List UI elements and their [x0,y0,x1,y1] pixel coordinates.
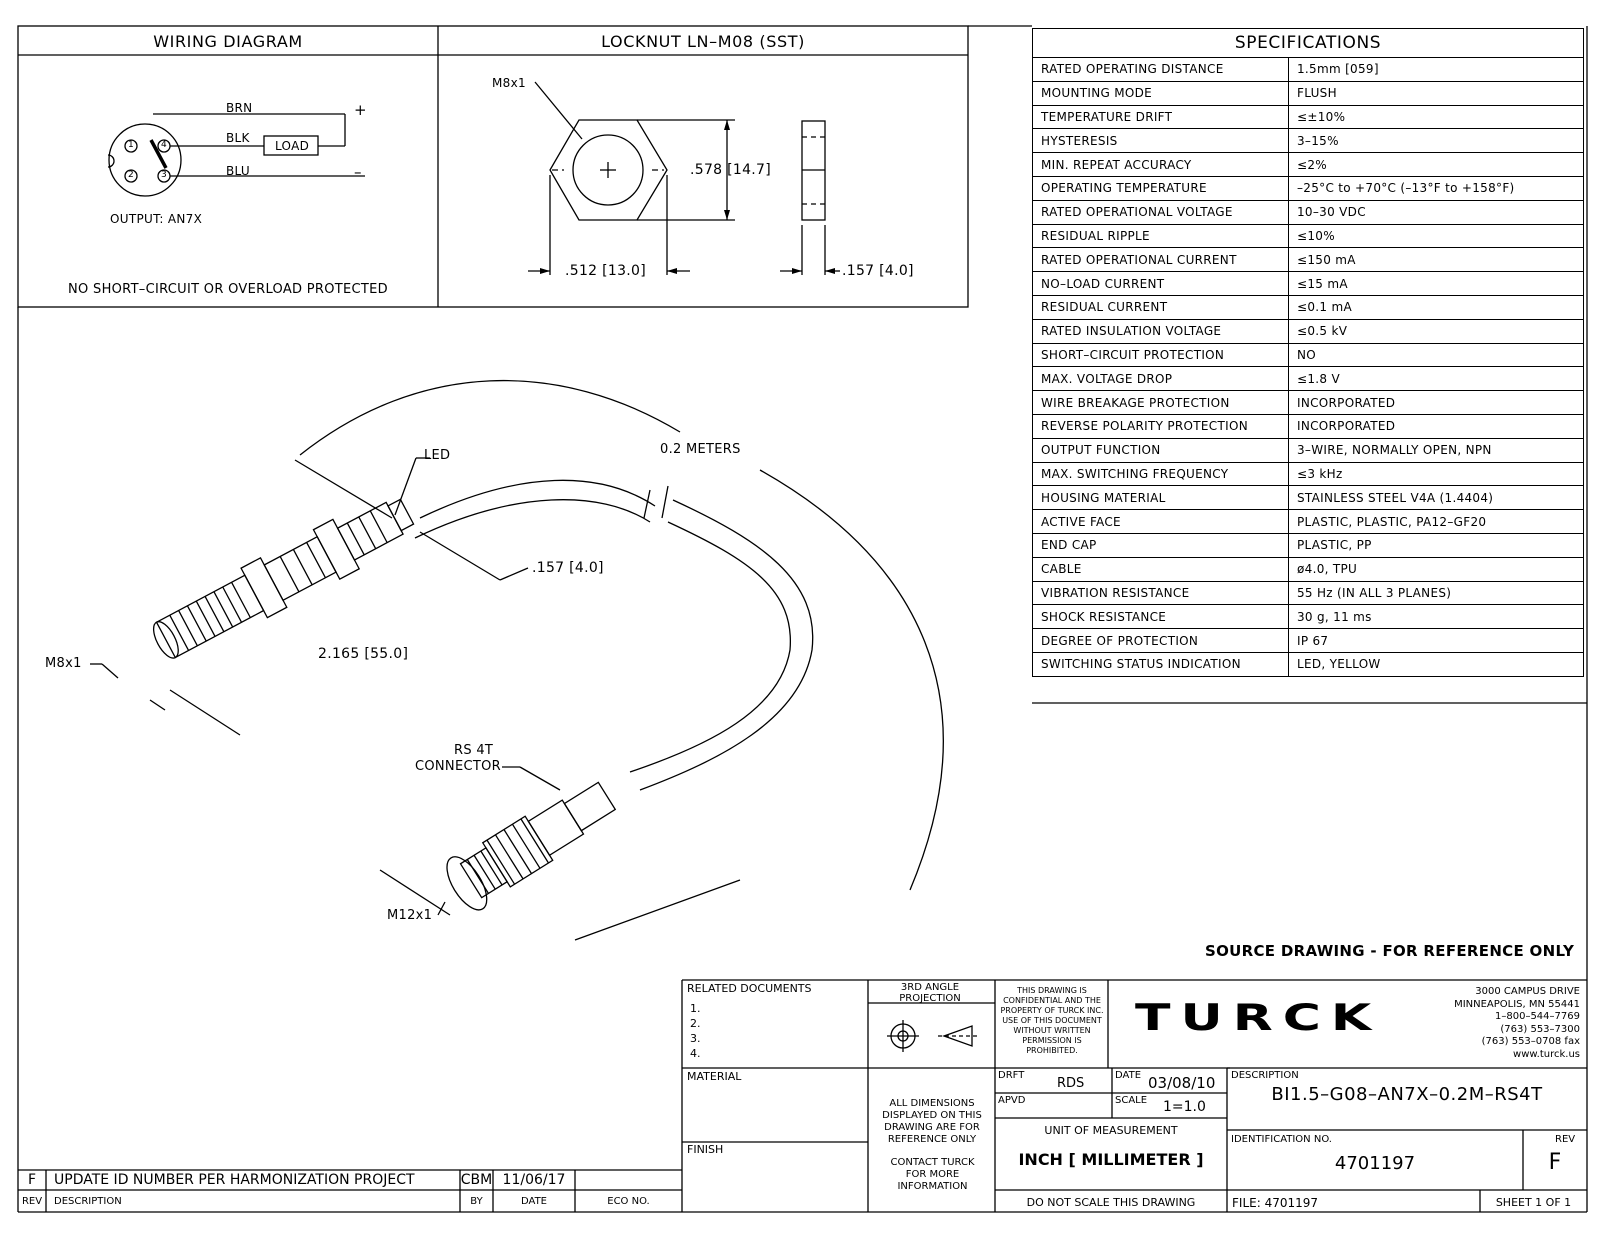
spec-value: ø4.0, TPU [1289,557,1584,581]
spec-label: MOUNTING MODE [1033,81,1289,105]
revision-rev: F [27,1172,37,1188]
spec-label: ACTIVE FACE [1033,510,1289,534]
pin-1: 1 [128,140,134,150]
spec-row [1033,176,1584,200]
spec-label: RESIDUAL CURRENT [1033,295,1289,319]
spec-value: 1.5mm [059] [1289,58,1584,82]
spec-row [1033,652,1584,676]
spec-row [1033,248,1584,272]
minus-sign: – [354,163,362,181]
spec-row [1033,153,1584,177]
apvd-label: APVD [998,1095,1026,1106]
spec-row [1033,343,1584,367]
spec-label: MIN. REPEAT ACCURACY [1033,153,1289,177]
drft-value: RDS [1057,1076,1085,1091]
spec-value: ≤3 kHz [1289,462,1584,486]
scale-label: SCALE [1115,1095,1148,1106]
spec-row [1033,557,1584,581]
spec-value: 55 Hz (IN ALL 3 PLANES) [1289,581,1584,605]
spec-label: REVERSE POLARITY PROTECTION [1033,414,1289,438]
related-doc-4: 4. [690,1047,701,1060]
locknut-title: LOCKNUT LN–M08 (SST) [601,32,805,51]
turck-logo: TURCK [1135,997,1382,1040]
spec-label: RATED OPERATING DISTANCE [1033,58,1289,82]
led-label: LED [424,448,451,463]
spec-row [1033,272,1584,296]
spec-label: CABLE [1033,557,1289,581]
scale-value: 1=1.0 [1163,1099,1206,1115]
spec-value: STAINLESS STEEL V4A (1.4404) [1289,486,1584,510]
description-column-header: DESCRIPTION [54,1196,122,1207]
revision-by: CBM [460,1172,493,1188]
output-label: OUTPUT: AN7X [110,212,203,226]
revision-description: UPDATE ID NUMBER PER HARMONIZATION PROJECT [54,1172,415,1188]
spec-row [1033,438,1584,462]
connector-label-line1: RS 4T [454,743,494,758]
spec-label: SWITCHING STATUS INDICATION [1033,652,1289,676]
locknut-thread-label: M8x1 [492,76,526,90]
spec-label: RESIDUAL RIPPLE [1033,224,1289,248]
rev-value: F [1548,1150,1562,1175]
specifications-table [1032,28,1584,677]
date-value: 03/08/10 [1148,1074,1216,1092]
spec-value: ≤15 mA [1289,272,1584,296]
revision-date: 11/06/17 [502,1172,566,1188]
spec-value: 3–15% [1289,129,1584,153]
website: www.turck.us [1513,1048,1580,1060]
spec-value: PLASTIC, PLASTIC, PA12–GF20 [1289,510,1584,534]
sensor-body [145,487,420,669]
address-line-2: MINNEAPOLIS, MN 55441 [1454,998,1580,1010]
spec-label: VIBRATION RESISTANCE [1033,581,1289,605]
address-line-1: 3000 CAMPUS DRIVE [1475,986,1580,997]
connector-thread-label: M12x1 [387,908,433,923]
spec-row [1033,105,1584,129]
spec-label: RATED OPERATIONAL CURRENT [1033,248,1289,272]
protection-note: NO SHORT–CIRCUIT OR OVERLOAD PROTECTED [68,282,388,297]
locknut-thickness-dim: .157 [4.0] [842,263,914,279]
related-doc-3: 3. [690,1032,701,1045]
connector-label-line2: CONNECTOR [415,759,501,774]
spec-value: 30 g, 11 ms [1289,605,1584,629]
by-column-header: BY [470,1196,483,1207]
identification-label: IDENTIFICATION NO. [1231,1134,1332,1145]
spec-value: IP 67 [1289,629,1584,653]
spec-row [1033,224,1584,248]
rev-label: REV [1555,1134,1576,1145]
spec-row [1033,605,1584,629]
spec-value: ≤150 mA [1289,248,1584,272]
locknut-front-view [528,82,735,275]
spec-label: TEMPERATURE DRIFT [1033,105,1289,129]
identification-number: 4701197 [1334,1153,1416,1174]
pin-4: 4 [161,140,167,150]
do-not-scale-note: DO NOT SCALE THIS DRAWING [1026,1196,1196,1209]
file-label: FILE: 4701197 [1232,1196,1319,1210]
spec-label: RATED INSULATION VOLTAGE [1033,319,1289,343]
wire-brn-label: BRN [226,101,253,115]
material-label: MATERIAL [687,1070,742,1083]
spec-row [1033,414,1584,438]
spec-row [1033,319,1584,343]
spec-label: OPERATING TEMPERATURE [1033,176,1289,200]
fax: (763) 553–0708 fax [1481,1036,1580,1047]
projection-label: 3RD ANGLE PROJECTION [899,982,961,1004]
eco-column-header: ECO NO. [607,1196,650,1207]
spec-row [1033,533,1584,557]
sheet-label: SHEET 1 OF 1 [1495,1196,1572,1209]
face-dim-label: .157 [4.0] [532,560,604,576]
spec-label: RATED OPERATIONAL VOLTAGE [1033,200,1289,224]
spec-label: OUTPUT FUNCTION [1033,438,1289,462]
phone-tollfree: 1–800–544–7769 [1495,1011,1580,1022]
date-column-header: DATE [520,1196,547,1207]
description-label: DESCRIPTION [1231,1070,1299,1081]
company-address [1425,986,1580,1061]
spec-value: ≤±10% [1289,105,1584,129]
sensor-thread-label: M8x1 [45,656,82,671]
spec-row [1033,367,1584,391]
spec-label: SHOCK RESISTANCE [1033,605,1289,629]
spec-value: 10–30 VDC [1289,200,1584,224]
spec-value: 3–WIRE, NORMALLY OPEN, NPN [1289,438,1584,462]
spec-row [1033,81,1584,105]
spec-row [1033,58,1584,82]
spec-label: NO–LOAD CURRENT [1033,272,1289,296]
all-dimensions-note: ALL DIMENSIONS DISPLAYED ON THIS DRAWING ARE FOR REFERENCE ONLY [882,1098,982,1145]
pin-3: 3 [161,170,167,180]
plus-sign: + [354,101,367,119]
spec-value: ≤10% [1289,224,1584,248]
length-dim-label: 2.165 [55.0] [318,646,409,662]
spec-value: INCORPORATED [1289,391,1584,415]
confidential-note: THIS DRAWING IS CONFIDENTIAL AND THE PROPERTY OF TURCK INC. USE OF THIS DOCUMENT WITHOUT WRITTEN PERMISSION IS PROHIBITED. [1000,986,1104,1055]
spec-value: ≤2% [1289,153,1584,177]
related-doc-2: 2. [690,1017,701,1030]
spec-label: MAX. VOLTAGE DROP [1033,367,1289,391]
spec-value: NO [1289,343,1584,367]
spec-label: MAX. SWITCHING FREQUENCY [1033,462,1289,486]
locknut-side-view [780,121,840,275]
spec-label: DEGREE OF PROTECTION [1033,629,1289,653]
part-description: BI1.5–G08–AN7X–0.2M–RS4T [1271,1084,1543,1105]
spec-value: –25°C to +70°C (–13°F to +158°F) [1289,176,1584,200]
wiring-connector-symbol [108,114,365,196]
arc-dim-top [300,381,680,455]
spec-value: PLASTIC, PP [1289,533,1584,557]
source-drawing-note: SOURCE DRAWING - FOR REFERENCE ONLY [1205,942,1575,960]
arc-dim-right [760,470,943,890]
phone-local: (763) 553–7300 [1500,1023,1580,1035]
rev-column-header: REV [21,1196,43,1207]
spec-row [1033,391,1584,415]
rs4t-connector [439,770,623,916]
spec-row [1033,129,1584,153]
spec-row [1033,200,1584,224]
spec-row [1033,629,1584,653]
spec-row [1033,295,1584,319]
spec-value: FLUSH [1289,81,1584,105]
wiring-diagram-title: WIRING DIAGRAM [153,32,303,51]
spec-label: HOUSING MATERIAL [1033,486,1289,510]
spec-value: ≤1.8 V [1289,367,1584,391]
wire-blk-label: BLK [226,131,250,145]
finish-label: FINISH [687,1143,724,1156]
related-docs-label: RELATED DOCUMENTS [687,982,812,995]
contact-note: CONTACT TURCK FOR MORE INFORMATION [890,1157,975,1192]
spec-value: LED, YELLOW [1289,652,1584,676]
spec-row [1033,581,1584,605]
locknut-height-dim: .578 [14.7] [690,162,772,178]
wire-blu-label: BLU [226,164,251,178]
spec-value: INCORPORATED [1289,414,1584,438]
load-label: LOAD [275,139,310,153]
unit-value: INCH [ MILLIMETER ] [1018,1150,1204,1169]
spec-value: ≤0.5 kV [1289,319,1584,343]
spec-row [1033,510,1584,534]
spec-row [1033,462,1584,486]
cable-length-label: 0.2 METERS [660,442,741,457]
spec-label: WIRE BREAKAGE PROTECTION [1033,391,1289,415]
drft-label: DRFT [998,1070,1025,1081]
pin-2: 2 [128,170,134,180]
related-doc-1: 1. [690,1002,701,1015]
spec-value: ≤0.1 mA [1289,295,1584,319]
specifications-title: SPECIFICATIONS [1033,29,1584,58]
date-label: DATE [1115,1070,1142,1081]
spec-label: END CAP [1033,533,1289,557]
unit-label: UNIT OF MEASUREMENT [1044,1124,1178,1137]
spec-label: SHORT–CIRCUIT PROTECTION [1033,343,1289,367]
locknut-width-dim: .512 [13.0] [565,263,647,279]
spec-label: HYSTERESIS [1033,129,1289,153]
spec-row [1033,486,1584,510]
